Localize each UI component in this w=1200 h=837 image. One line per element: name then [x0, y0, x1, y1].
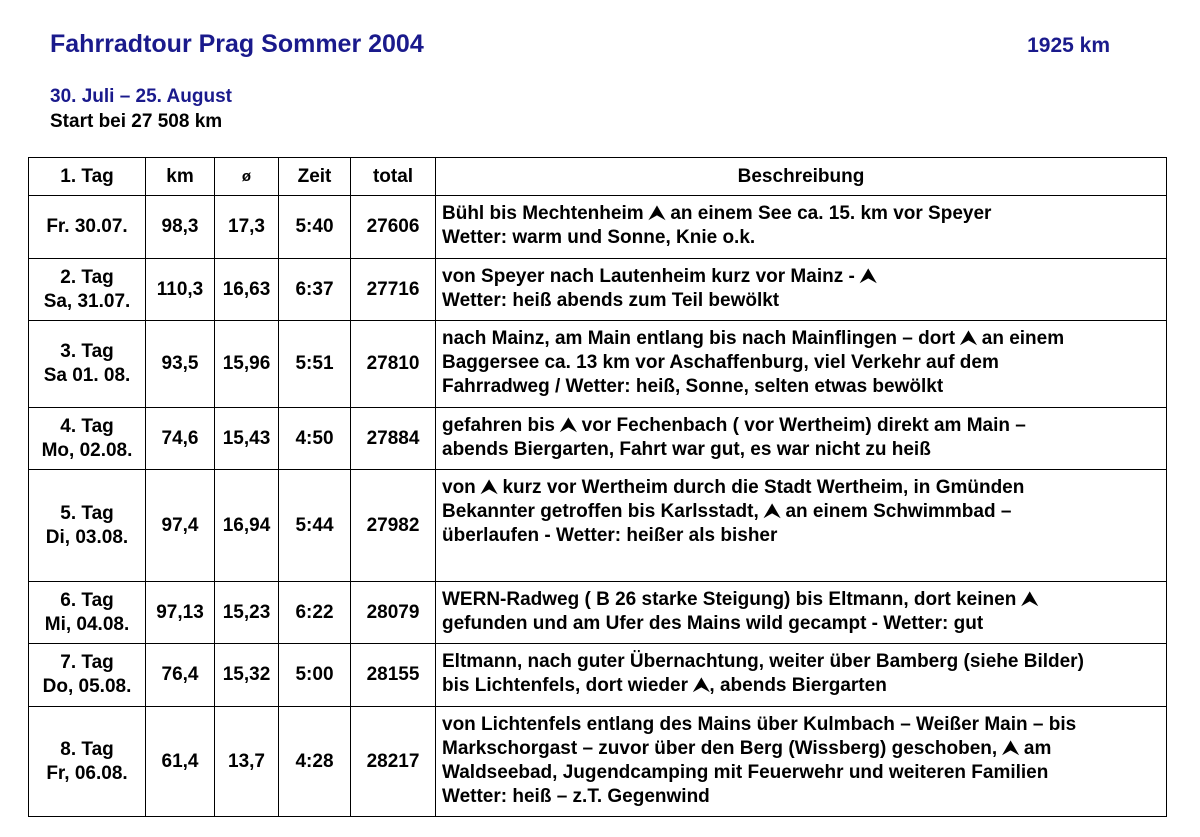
description-line: von Speyer nach Lautenheim kurz vor Mainz - ⮝ [442, 266, 877, 287]
day-cell [29, 470, 146, 582]
km-cell: 61,4 [146, 707, 215, 817]
start-odometer: Start bei 27 508 km [50, 111, 223, 132]
description-line: Waldseebad, Jugendcamping mit Feuerwehr und weiteren Familien [442, 762, 1049, 783]
total-distance: 1925 km [1027, 34, 1110, 57]
page-title: Fahrradtour Prag Sommer 2004 [50, 30, 424, 58]
time-cell: 5:51 [279, 321, 351, 408]
total-cell: 28217 [351, 707, 436, 817]
description-cell [436, 644, 1167, 707]
total-cell: 28079 [351, 582, 436, 644]
total-cell: 27606 [351, 196, 436, 259]
total-cell: 27982 [351, 470, 436, 582]
header-km: km [146, 158, 215, 196]
description-cell [436, 321, 1167, 408]
day-label: 6. Tag [60, 589, 114, 611]
description-line: Bekannter getroffen bis Karlsstadt, ⮝ an einem Schwimmbad – [442, 501, 1012, 522]
km-cell: 110,3 [146, 259, 215, 321]
time-cell: 6:37 [279, 259, 351, 321]
description-line: überlaufen - Wetter: heißer als bisher [442, 525, 778, 546]
km-cell: 97,4 [146, 470, 215, 582]
description-line: Eltmann, nach guter Übernachtung, weiter über Bamberg (siehe Bilder) [442, 651, 1084, 672]
description-cell [436, 582, 1167, 644]
day-date: Do, 05.08. [42, 676, 132, 697]
table-row [29, 408, 1167, 470]
description-line: Wetter: heiß abends zum Teil bewölkt [442, 290, 780, 311]
km-cell: 98,3 [146, 196, 215, 259]
date-range: 30. Juli – 25. August [50, 86, 232, 107]
description-line: Wetter: warm und Sonne, Knie o.k. [442, 227, 756, 248]
day-date: Fr, 06.08. [46, 762, 128, 784]
km-cell: 74,6 [146, 408, 215, 470]
description-line: Markschorgast – zuvor über den Berg (Wissberg) geschoben, ⮝ am [442, 738, 1052, 759]
table-row [29, 321, 1167, 408]
table-row [29, 196, 1167, 259]
avg-speed-cell: 16,63 [215, 259, 279, 321]
table-row [29, 259, 1167, 321]
time-cell: 5:00 [279, 644, 351, 707]
description-line: gefunden und am Ufer des Mains wild gecampt - Wetter: gut [442, 613, 984, 634]
description-line: von Lichtenfels entlang des Mains über Kulmbach – Weißer Main – bis [442, 714, 1077, 735]
avg-speed-cell: 16,94 [215, 470, 279, 582]
day-label: 3. Tag [60, 341, 114, 362]
header-avg: ø [215, 158, 279, 196]
header-total: total [351, 158, 436, 196]
avg-speed-cell: 13,7 [215, 707, 279, 817]
avg-speed-cell: 15,43 [215, 408, 279, 470]
day-label: 2. Tag [60, 266, 114, 288]
day-label: 5. Tag [60, 502, 114, 524]
description-line: Wetter: heiß – z.T. Gegenwind [442, 786, 710, 807]
header-day: 1. Tag [29, 158, 146, 196]
day-cell [29, 321, 146, 408]
km-cell: 97,13 [146, 582, 215, 644]
total-cell: 27884 [351, 408, 436, 470]
day-date: Di, 03.08. [45, 526, 129, 548]
description-line: WERN-Radweg ( B 26 starke Steigung) bis Eltmann, dort keinen ⮝ [442, 589, 1038, 610]
tour-table [28, 157, 1167, 817]
day-label: 8. Tag [60, 738, 114, 760]
header-description: Beschreibung [436, 158, 1167, 196]
day-cell [29, 582, 146, 644]
time-cell: 5:44 [279, 470, 351, 582]
description-line: bis Lichtenfels, dort wieder ⮝, abends Biergarten [442, 675, 887, 696]
description-cell [436, 470, 1167, 582]
table-row [29, 582, 1167, 644]
description-cell [436, 408, 1167, 470]
day-date: Fr. 30.07. [46, 216, 128, 237]
table-header-row [29, 158, 1167, 196]
day-date: Sa 01. 08. [43, 365, 131, 386]
description-line: von ⮝ kurz vor Wertheim durch die Stadt Wertheim, in Gmünden [442, 477, 1025, 498]
time-cell: 5:40 [279, 196, 351, 259]
day-cell [29, 707, 146, 817]
day-label: 7. Tag [60, 652, 114, 673]
day-date: Sa, 31.07. [43, 290, 131, 312]
total-cell: 28155 [351, 644, 436, 707]
day-cell [29, 644, 146, 707]
time-cell: 6:22 [279, 582, 351, 644]
avg-speed-cell: 17,3 [215, 196, 279, 259]
time-cell: 4:50 [279, 408, 351, 470]
description-line: Fahrradweg / Wetter: heiß, Sonne, selten etwas bewölkt [442, 376, 944, 397]
table-row [29, 707, 1167, 817]
table-row [29, 644, 1167, 707]
header-time: Zeit [279, 158, 351, 196]
avg-speed-cell: 15,96 [215, 321, 279, 408]
day-date: Mi, 04.08. [44, 613, 130, 635]
day-cell [29, 408, 146, 470]
km-cell: 76,4 [146, 644, 215, 707]
table-row [29, 470, 1167, 582]
description-line: abends Biergarten, Fahrt war gut, es war nicht zu heiß [442, 439, 931, 460]
day-label: 4. Tag [60, 415, 114, 437]
description-line: Baggersee ca. 13 km vor Aschaffenburg, viel Verkehr auf dem [442, 352, 999, 373]
description-line: gefahren bis ⮝ vor Fechenbach ( vor Wertheim) direkt am Main – [442, 415, 1026, 436]
day-cell [29, 196, 146, 259]
description-cell [436, 196, 1167, 259]
description-cell [436, 259, 1167, 321]
avg-speed-cell: 15,32 [215, 644, 279, 707]
day-date: Mo, 02.08. [41, 439, 133, 461]
description-line: Bühl bis Mechtenheim ⮝ an einem See ca. 15. km vor Speyer [442, 203, 992, 224]
avg-speed-cell: 15,23 [215, 582, 279, 644]
description-line: nach Mainz, am Main entlang bis nach Mainflingen – dort ⮝ an einem [442, 328, 1065, 349]
day-cell [29, 259, 146, 321]
description-cell [436, 707, 1167, 817]
time-cell: 4:28 [279, 707, 351, 817]
km-cell: 93,5 [146, 321, 215, 408]
total-cell: 27716 [351, 259, 436, 321]
total-cell: 27810 [351, 321, 436, 408]
